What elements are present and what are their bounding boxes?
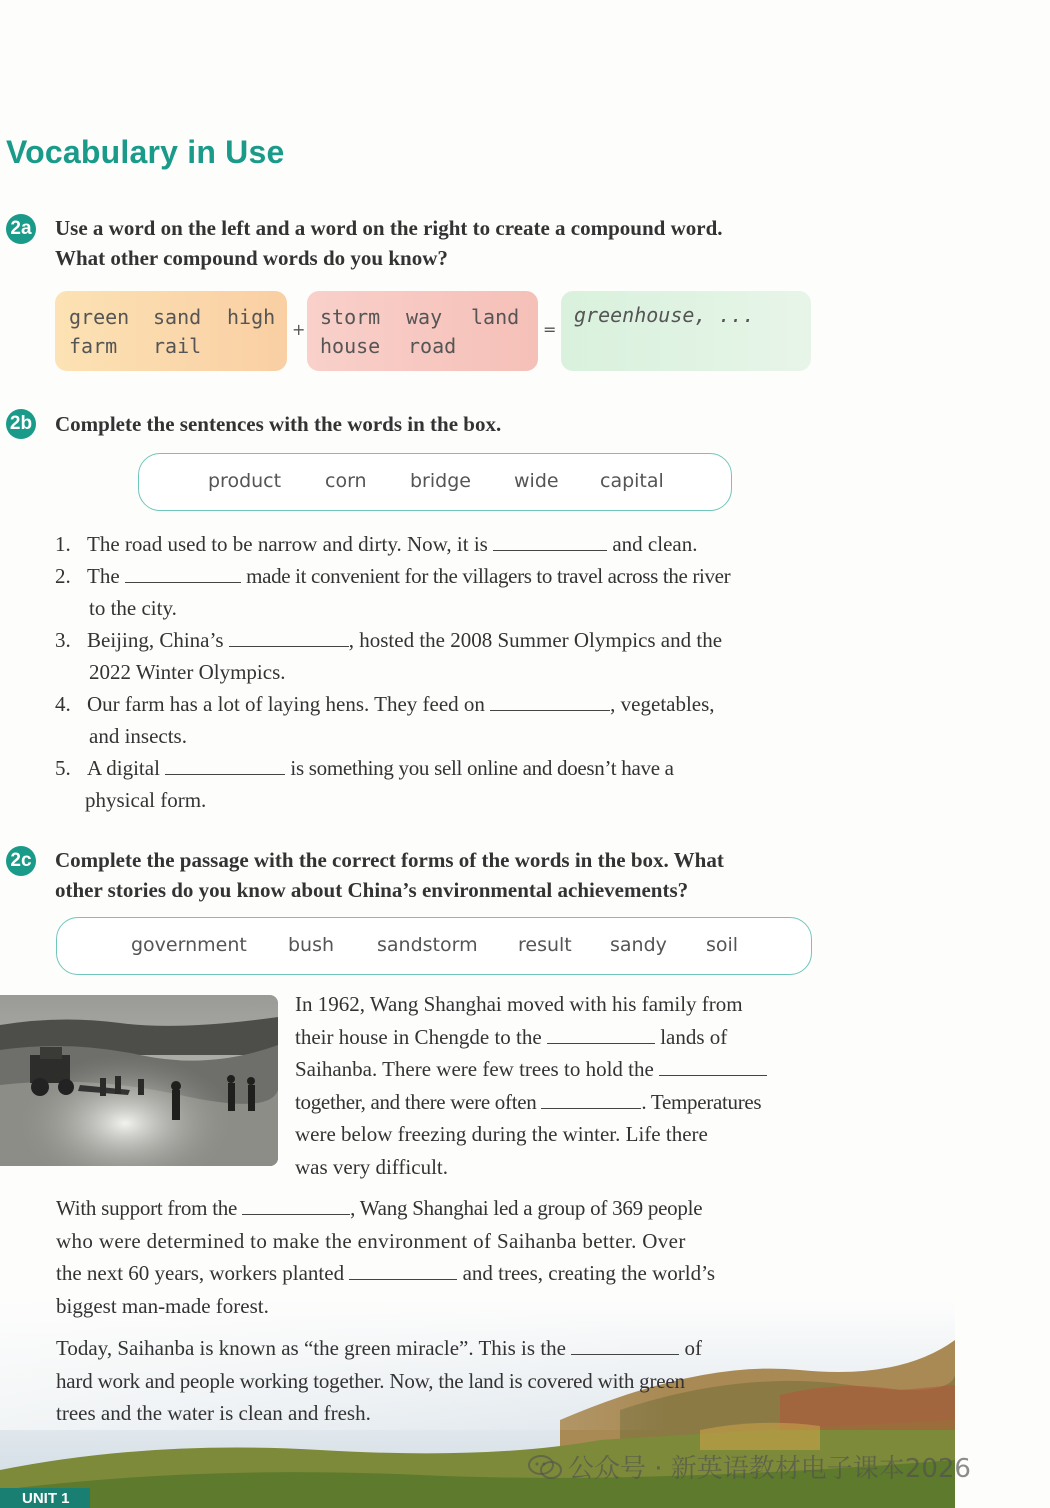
word-chip: sand bbox=[153, 305, 202, 329]
exercise-2a-instruction bbox=[55, 213, 825, 273]
word-chip: storm bbox=[320, 305, 381, 329]
passage-paragraph-2 bbox=[56, 1192, 816, 1322]
word-box-2c bbox=[56, 917, 812, 975]
sentence-text: Our farm has a lot of laying hens. They feed on bbox=[87, 692, 485, 716]
word-option: bush bbox=[288, 934, 335, 956]
word-chip: rail bbox=[153, 334, 202, 358]
word-option: sandstorm bbox=[377, 934, 478, 956]
word-chip: house bbox=[320, 334, 381, 358]
sentence-3 bbox=[87, 624, 812, 656]
answer-blank[interactable] bbox=[242, 1194, 350, 1215]
sentence-text: is something you sell online and doesn’t have a bbox=[290, 756, 674, 780]
passage-paragraph-1 bbox=[295, 988, 815, 1183]
word-chip: road bbox=[408, 334, 457, 358]
passage-line: who were determined to make the environment of Saihanba better. Over bbox=[56, 1228, 686, 1253]
passage-line: were below freezing during the winter. Life there bbox=[295, 1122, 708, 1146]
passage-line: hard work and people working together. Now, the land is covered with green bbox=[56, 1368, 685, 1393]
answer-blank[interactable] bbox=[541, 1088, 641, 1109]
answer-blank[interactable] bbox=[229, 626, 349, 647]
passage-line: was very difficult. bbox=[295, 1154, 448, 1179]
answer-blank[interactable] bbox=[165, 754, 285, 775]
equals-sign: = bbox=[543, 320, 557, 339]
word-option: capital bbox=[600, 470, 664, 492]
sentence-5-continued: physical form. bbox=[85, 788, 207, 812]
answer-blank[interactable] bbox=[547, 1023, 655, 1044]
answer-blank[interactable] bbox=[349, 1259, 457, 1280]
instruction-line: other stories do you know about China’s environmental achievements? bbox=[55, 878, 689, 902]
sentence-text: The bbox=[87, 564, 120, 588]
word-chip: farm bbox=[69, 334, 118, 358]
sentence-number: 4. bbox=[55, 692, 71, 716]
passage-line bbox=[56, 1332, 816, 1365]
word-box-2b bbox=[138, 453, 732, 511]
wechat-icon bbox=[528, 1454, 562, 1480]
passage-line bbox=[56, 1257, 816, 1290]
answer-blank[interactable] bbox=[659, 1055, 767, 1076]
sentence-number: 1. bbox=[55, 532, 71, 556]
sentence-text: The road used to be narrow and dirty. Now, it is bbox=[87, 532, 488, 556]
passage-text: lands of bbox=[660, 1024, 728, 1049]
left-words-box bbox=[55, 291, 287, 371]
instruction-line: Use a word on the left and a word on the right to create a compound word. bbox=[55, 216, 723, 240]
passage-text: of bbox=[684, 1336, 702, 1360]
sentence-text: , vegetables, bbox=[610, 692, 715, 716]
passage-line: biggest man-made forest. bbox=[56, 1293, 269, 1318]
passage-text: With support from the bbox=[56, 1196, 238, 1220]
passage-line: trees and the water is clean and fresh. bbox=[56, 1401, 371, 1425]
sentence-2-continued: to the city. bbox=[89, 596, 177, 620]
word-option: soil bbox=[706, 934, 739, 956]
instruction-line: What other compound words do you know? bbox=[55, 246, 448, 270]
example-answer: greenhouse, ... bbox=[574, 303, 755, 327]
sentence-number: 2. bbox=[55, 564, 71, 588]
passage-line bbox=[295, 1021, 815, 1054]
passage-line bbox=[295, 1053, 815, 1086]
sentence-text: Beijing, China’s bbox=[87, 628, 224, 652]
answer-blank[interactable] bbox=[493, 530, 607, 551]
passage-line: In 1962, Wang Shanghai moved with his family from bbox=[295, 992, 743, 1016]
plus-sign: + bbox=[292, 320, 306, 339]
word-option: result bbox=[518, 934, 572, 956]
sentence-text: made it convenient for the villagers to travel across the river bbox=[246, 564, 731, 588]
passage-text: , Wang Shanghai led a group of 369 people bbox=[350, 1196, 703, 1220]
passage-text: and trees, creating the world’s bbox=[462, 1261, 716, 1285]
word-option: corn bbox=[325, 470, 367, 492]
sentence-text: and clean. bbox=[612, 532, 698, 556]
answer-blank[interactable] bbox=[125, 562, 241, 583]
word-chip: high bbox=[227, 305, 276, 329]
word-option: wide bbox=[514, 470, 559, 492]
word-option: sandy bbox=[610, 934, 667, 956]
passage-text: their house in Chengde to the bbox=[295, 1024, 542, 1049]
answer-blank[interactable] bbox=[571, 1334, 679, 1355]
sentence-5 bbox=[87, 752, 812, 784]
exercise-badge-2c: 2c bbox=[6, 846, 36, 876]
right-words-box bbox=[307, 291, 538, 371]
exercise-badge-2a: 2a bbox=[6, 214, 36, 244]
passage-text: the next 60 years, workers planted bbox=[56, 1261, 345, 1285]
watermark bbox=[528, 1448, 971, 1485]
sentence-number: 5. bbox=[55, 756, 71, 780]
passage-text: Saihanba. There were few trees to hold the bbox=[295, 1057, 654, 1081]
word-chip: way bbox=[406, 305, 443, 329]
exercise-badge-2b: 2b bbox=[6, 409, 36, 439]
word-chip: land bbox=[471, 305, 520, 329]
word-chip: green bbox=[69, 305, 130, 329]
sentence-text: , hosted the 2008 Summer Olympics and the bbox=[348, 628, 723, 652]
passage-line bbox=[56, 1192, 816, 1225]
sentence-number: 3. bbox=[55, 628, 71, 652]
answer-blank[interactable] bbox=[490, 690, 610, 711]
word-option: government bbox=[131, 934, 247, 956]
passage-line bbox=[295, 1086, 815, 1119]
historic-photo bbox=[0, 995, 278, 1166]
sentence-2 bbox=[87, 560, 812, 592]
photo-illustration bbox=[0, 995, 278, 1166]
page-title: Vocabulary in Use bbox=[6, 134, 285, 170]
exercise-2b-instruction: Complete the sentences with the words in the box. bbox=[55, 412, 502, 436]
exercise-2c-instruction bbox=[55, 845, 825, 905]
unit-label: UNIT 1 bbox=[22, 1490, 70, 1507]
sentence-text: A digital bbox=[87, 756, 160, 780]
sentence-1 bbox=[87, 528, 812, 560]
sentence-4 bbox=[87, 688, 812, 720]
passage-paragraph-3 bbox=[56, 1332, 816, 1430]
word-option: bridge bbox=[410, 470, 471, 492]
sentence-3-continued: 2022 Winter Olympics. bbox=[89, 660, 286, 684]
footer-unit-tab bbox=[0, 1488, 90, 1508]
word-option: product bbox=[208, 470, 282, 492]
passage-text: together, and there were often bbox=[295, 1089, 537, 1114]
passage-text: . Temperatures bbox=[641, 1089, 762, 1114]
sentence-4-continued: and insects. bbox=[89, 724, 187, 748]
answer-box bbox=[561, 291, 811, 371]
instruction-line: Complete the passage with the correct forms of the words in the box. What bbox=[55, 848, 724, 872]
passage-text: Today, Saihanba is known as “the green miracle”. This is the bbox=[56, 1336, 566, 1360]
watermark-text: 公众号 · 新英语教材电子课本2026 bbox=[568, 1454, 971, 1484]
